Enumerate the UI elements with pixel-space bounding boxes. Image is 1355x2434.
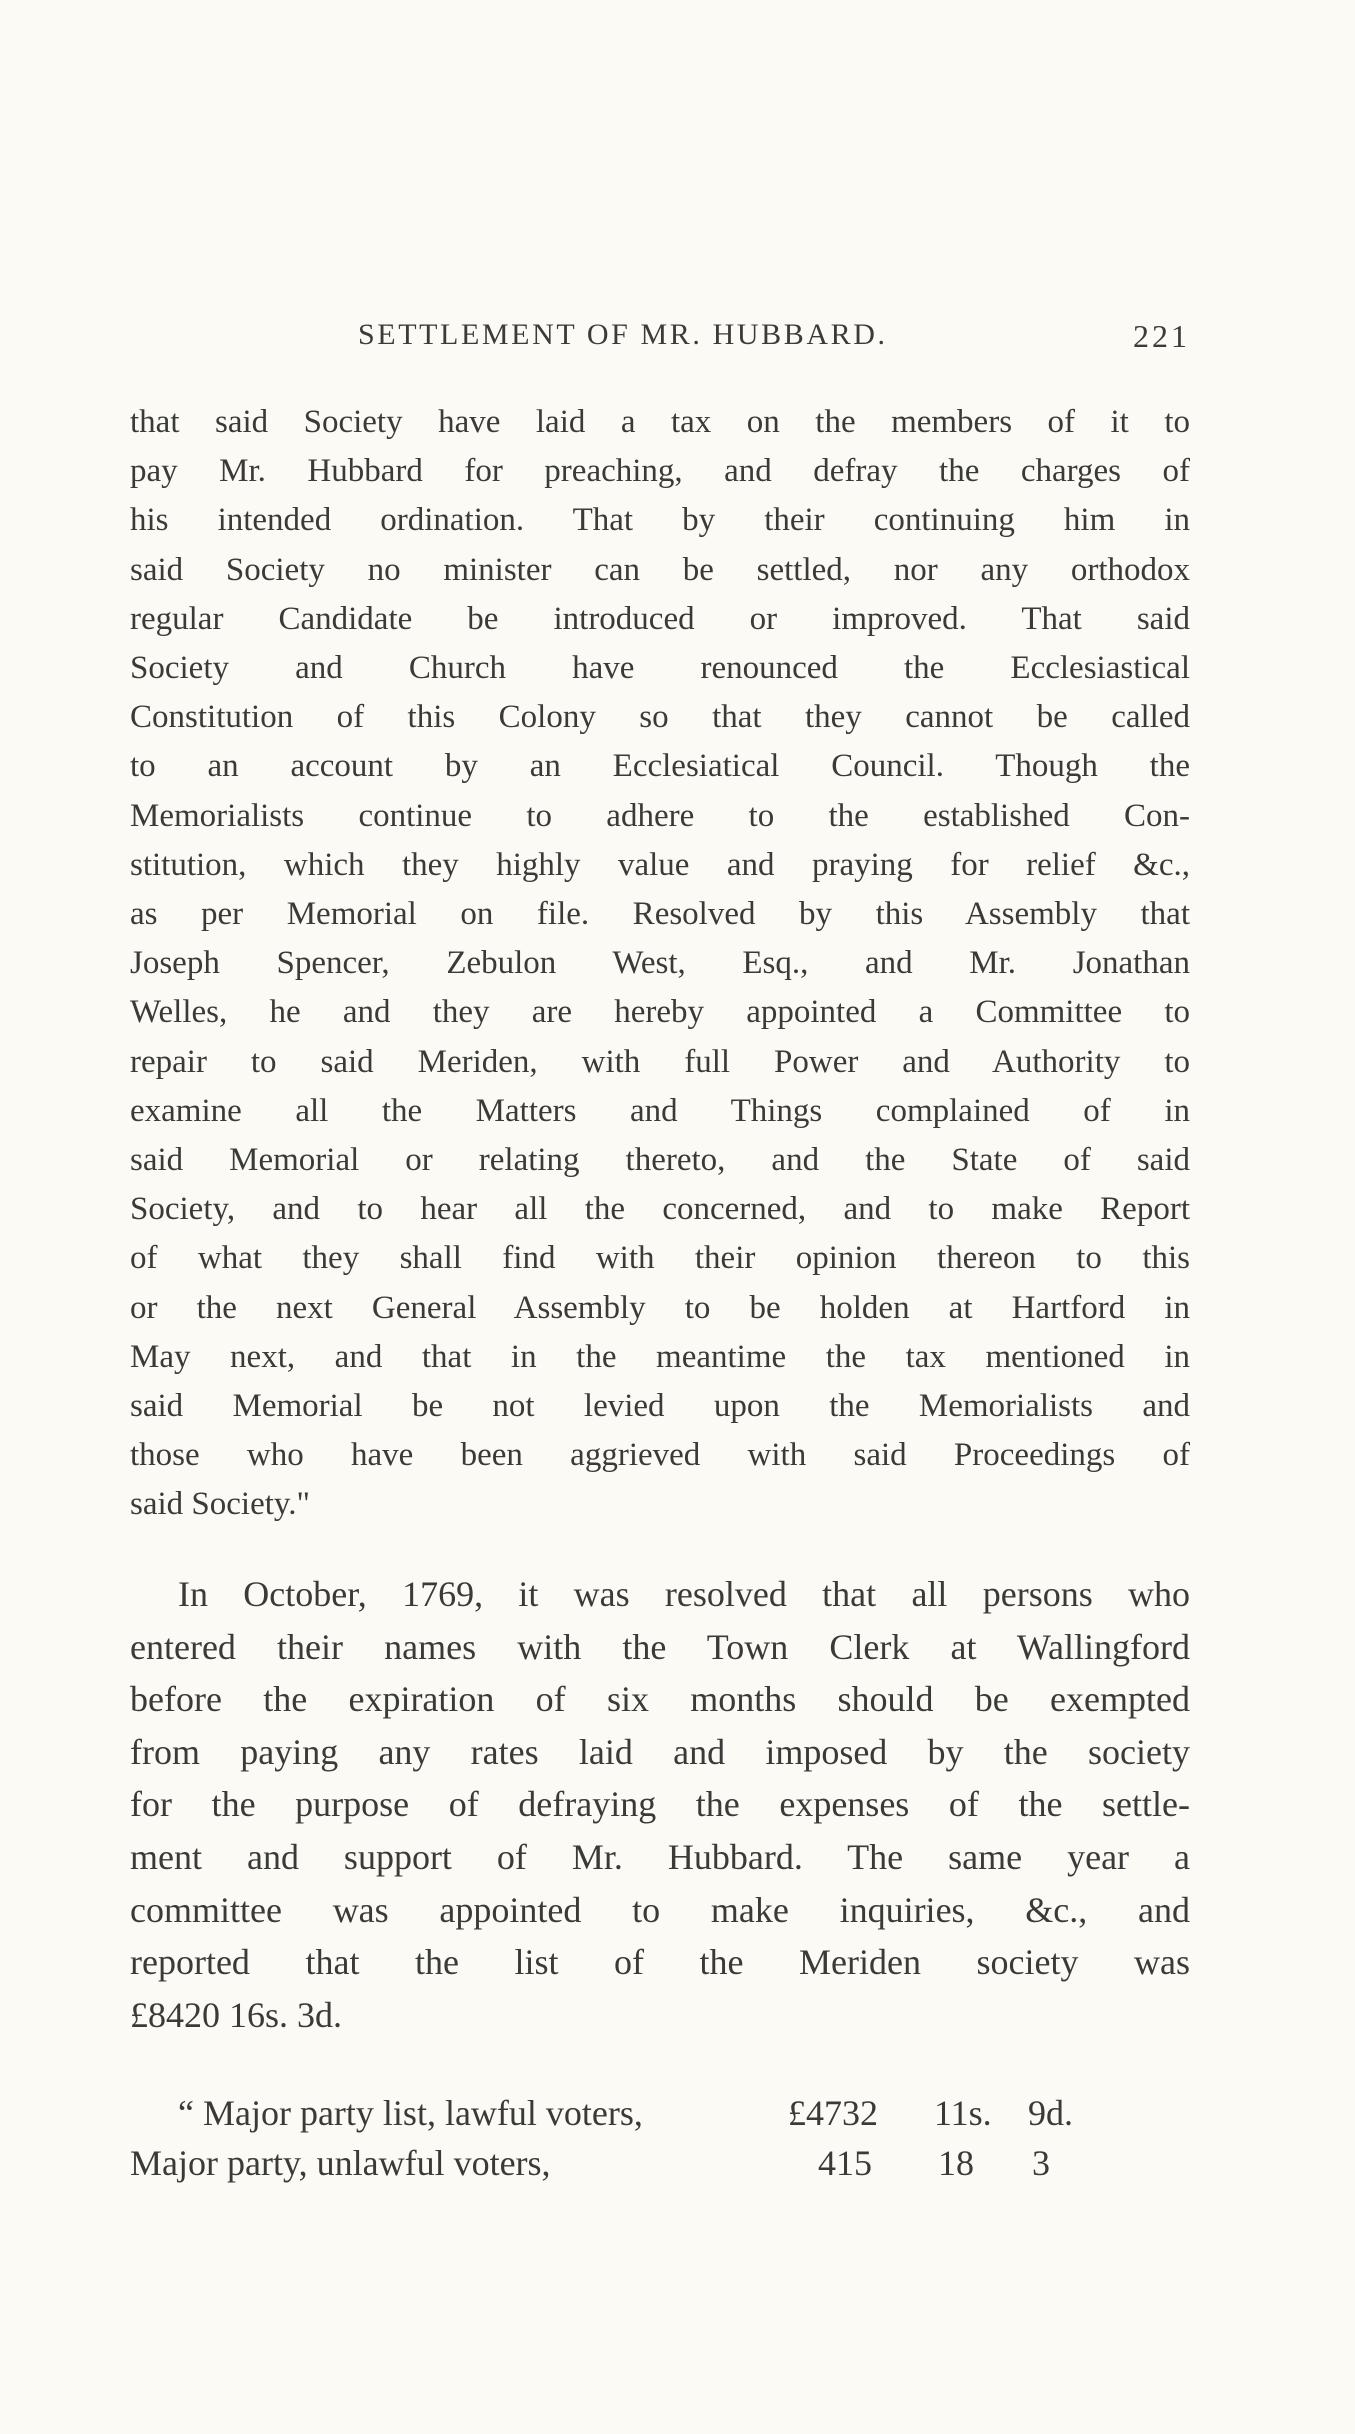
text-line: to an account by an Ecclesiatical Council. Though the	[130, 748, 1190, 785]
text-line: before the expiration of six months should be exempted	[130, 1679, 1190, 1720]
ledger-pounds: £4732	[788, 2093, 878, 2133]
text-line: In October, 1769, it was resolved that all persons who	[178, 1574, 1190, 1614]
text-line: examine all the Matters and Things complained of in	[130, 1092, 1190, 1129]
text-line: for the purpose of defraying the expenses of the settle-	[130, 1784, 1190, 1825]
text-line: committee was appointed to make inquiries, &c., and	[130, 1889, 1190, 1930]
text-line: repair to said Meriden, with full Power and Authority to	[130, 1043, 1190, 1080]
page-number: 221	[1133, 318, 1190, 354]
ledger-row	[130, 2138, 1190, 2188]
text-line: Welles, he and they are hereby appointed a Committee to	[130, 994, 1190, 1031]
text-line: said Society."	[130, 1486, 310, 1523]
text-line: said Society no minister can be settled, nor any orthodox	[130, 551, 1190, 588]
text-line: Memorialists continue to adhere to the established Con-	[130, 797, 1190, 834]
text-line: his intended ordination. That by their continuing him in	[130, 502, 1190, 539]
text-line: May next, and that in the meantime the tax mentioned in	[130, 1338, 1190, 1375]
ledger-pence: 9d.	[1028, 2093, 1073, 2133]
text-line: said Memorial or relating thereto, and the State of said	[130, 1142, 1190, 1179]
text-line: from paying any rates laid and imposed by the society	[130, 1731, 1190, 1772]
running-head	[130, 318, 1190, 362]
text-line: Constitution of this Colony so that they cannot be called	[130, 699, 1190, 736]
text-line: as per Memorial on file. Resolved by this Assembly that	[130, 896, 1190, 933]
text-line: said Memorial be not levied upon the Memorialists and	[130, 1388, 1190, 1425]
text-line: £8420 16s. 3d.	[130, 1994, 343, 2035]
text-line: those who have been aggrieved with said Proceedings of	[130, 1437, 1190, 1474]
text-line: stitution, which they highly value and praying for relief &c.,	[130, 846, 1190, 883]
text-line: Society, and to hear all the concerned, and to make Report	[130, 1191, 1190, 1228]
ledger-row	[130, 2088, 1190, 2138]
text-line: ment and support of Mr. Hubbard. The same year a	[130, 1836, 1190, 1877]
ledger-shillings: 11s.	[934, 2093, 992, 2133]
body-paragraph	[130, 1568, 1190, 2041]
ledger-shillings: 18	[938, 2143, 974, 2183]
text-line: regular Candidate be introduced or improved. That said	[130, 600, 1190, 637]
text-line: of what they shall find with their opinion thereon to this	[130, 1240, 1190, 1277]
text-line: that said Society have laid a tax on the members of it to	[130, 404, 1190, 440]
quoted-resolution	[130, 398, 1190, 1530]
text-line: Joseph Spencer, Zebulon West, Esq., and Mr. Jonathan	[130, 945, 1190, 982]
voter-list-ledger	[130, 2088, 1190, 2188]
text-line: or the next General Assembly to be holden at Hartford in	[130, 1289, 1190, 1326]
text-line: entered their names with the Town Clerk at Wallingford	[130, 1626, 1190, 1667]
text-line: reported that the list of the Meriden society was	[130, 1942, 1190, 1983]
ledger-label: “ Major party list, lawful voters,	[178, 2093, 643, 2133]
ledger-pounds: 415	[818, 2143, 872, 2183]
ledger-pence: 3	[1032, 2143, 1050, 2183]
ledger-label: Major party, unlawful voters,	[130, 2143, 551, 2183]
text-line: pay Mr. Hubbard for preaching, and defray the charges of	[130, 453, 1190, 490]
running-title: SETTLEMENT OF MR. HUBBARD.	[358, 318, 888, 351]
text-line: Society and Church have renounced the Ecclesiastical	[130, 650, 1190, 687]
